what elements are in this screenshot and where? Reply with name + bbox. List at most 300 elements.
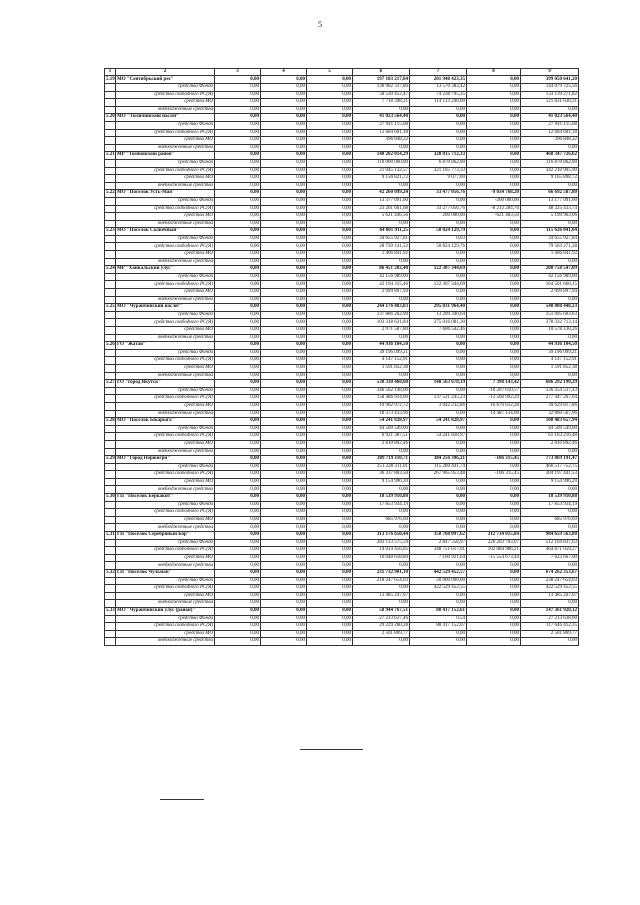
table-row	[105, 311, 579, 319]
cell-value: 0,00	[467, 623, 521, 631]
cell-value: 0,00	[215, 623, 261, 631]
cell-value: 0,00	[307, 258, 353, 266]
cell-value: 16 048 618,80	[353, 554, 410, 562]
cell-value: 130 902 337,86	[353, 84, 410, 92]
cell-value: 0,00	[521, 296, 579, 304]
cell-value: 0,00	[410, 121, 467, 129]
cell-value: 0,00	[307, 197, 353, 205]
cell-value: 0,00	[467, 296, 521, 304]
cell-value: 0,00	[307, 251, 353, 259]
cell-value: 0,00	[307, 106, 353, 114]
cell-value: 0,00	[261, 600, 307, 608]
cell-value: 0,00	[261, 509, 307, 517]
cell-value: 0,00	[410, 494, 467, 502]
cell-value: 4 147 152,91	[521, 357, 579, 365]
row-number	[105, 372, 116, 380]
cell-value: 0,00	[215, 607, 261, 615]
table-row	[105, 372, 579, 380]
row-number	[105, 615, 116, 623]
cell-value: 0,00	[410, 129, 467, 137]
table-row	[105, 243, 579, 251]
table-row	[105, 433, 579, 441]
cell-value: 7 606 542,46	[410, 327, 467, 335]
cell-value: 140 563 678,19	[410, 380, 467, 388]
funding-table	[104, 68, 579, 646]
cell-value: 0,00	[261, 106, 307, 114]
cell-value: 48 325 433,74	[521, 205, 579, 213]
cell-value: 0,00	[261, 516, 307, 524]
row-number: 5.27	[106, 380, 115, 386]
table-row	[105, 159, 579, 167]
cell-value: -200 000,00	[467, 197, 521, 205]
cell-value: 110 000 060,00	[353, 159, 410, 167]
row-name: средства свободного РС(Я)	[116, 471, 215, 479]
cell-value: 0,00	[261, 205, 307, 213]
cell-value: 0,00	[521, 509, 579, 517]
column-header: 9	[521, 69, 579, 76]
cell-value: 0,00	[307, 121, 353, 129]
row-number	[105, 638, 116, 646]
row-number	[105, 623, 116, 631]
row-name: средства Фонда	[116, 273, 215, 281]
cell-value: 0,00	[261, 258, 307, 266]
cell-value: 13 377 091,00	[353, 197, 410, 205]
table-row	[105, 501, 579, 509]
cell-value: 0,00	[307, 327, 353, 335]
cell-value: 0,00	[467, 175, 521, 183]
cell-value: 0,00	[410, 114, 467, 122]
table-row	[105, 600, 579, 608]
row-name: средства Фонда	[116, 197, 215, 205]
cell-value: 0,00	[215, 410, 261, 418]
cell-value: 58 530 452,47	[353, 91, 410, 99]
cell-value: 3 042 232,86	[410, 402, 467, 410]
table-row	[105, 471, 579, 479]
cell-value: 0,00	[410, 524, 467, 532]
cell-value: 0,00	[467, 440, 521, 448]
cell-value: 0,00	[307, 562, 353, 570]
cell-value: 0,00	[215, 600, 261, 608]
cell-value: 42 156 989,00	[353, 273, 410, 281]
cell-value: 79 563 271,28	[521, 243, 579, 251]
row-name: внебюджетные средства	[116, 638, 215, 646]
row-number	[105, 524, 116, 532]
cell-value: 0,00	[215, 296, 261, 304]
row-name: средства МО	[116, 516, 215, 524]
cell-value: 0,00	[307, 410, 353, 418]
row-number	[105, 121, 116, 129]
cell-value: 0,00	[467, 258, 521, 266]
cell-value: 0,00	[307, 539, 353, 547]
cell-value: 0,00	[215, 220, 261, 228]
cell-value: 0,00	[410, 364, 467, 372]
cell-value: 0,00	[307, 501, 353, 509]
cell-value: 0,00	[261, 418, 307, 426]
row-name: МО "Сентябрьский рес"	[116, 76, 215, 84]
row-number: 5.29	[106, 456, 115, 462]
separator-line	[300, 749, 363, 750]
row-name: средства Фонда	[116, 425, 215, 433]
cell-value: 0,00	[261, 213, 307, 221]
cell-value: 0,00	[215, 456, 261, 464]
table-row	[105, 638, 579, 646]
row-name: МР "Ханкальский улус"	[116, 266, 215, 274]
cell-value: 0,00	[261, 494, 307, 502]
cell-value: 115 626 041,04	[521, 228, 579, 236]
row-name: средства Фонда	[116, 235, 215, 243]
table-row	[105, 456, 579, 464]
table-row	[105, 425, 579, 433]
cell-value: 0,00	[410, 137, 467, 145]
row-name: внебюджетные средства	[116, 144, 215, 152]
cell-value: 58 944 767,51	[353, 607, 410, 615]
cell-value: 0,00	[410, 296, 467, 304]
cell-value: 0,00	[307, 357, 353, 365]
cell-value: 0,00	[467, 273, 521, 281]
cell-value: 0,00	[307, 387, 353, 395]
cell-value: 33 477 056,76	[410, 190, 467, 198]
row-number	[105, 402, 116, 410]
cell-value: 13 570 383,42	[410, 84, 467, 92]
cell-value: 0,00	[215, 425, 261, 433]
cell-value: 0,00	[353, 585, 410, 593]
cell-value: 0,00	[410, 106, 467, 114]
cell-value: 0,00	[467, 114, 521, 122]
cell-value: 0,00	[307, 402, 353, 410]
table-row	[105, 167, 579, 175]
row-name: МО "Город Нерюнгри"	[116, 456, 215, 464]
cell-value: 18 373 433,96	[353, 410, 410, 418]
cell-value: 0,00	[410, 516, 467, 524]
cell-value: 7 623 667,00	[521, 554, 579, 562]
row-name: средства МО	[116, 213, 215, 221]
row-name: МО "Поселок Ыкарыга"	[116, 418, 215, 426]
cell-value: 0,00	[467, 281, 521, 289]
row-name: средства Фонда	[116, 84, 215, 92]
cell-value: 0,00	[261, 327, 307, 335]
cell-value: 208 758 547,09	[521, 266, 579, 274]
cell-value: 0,00	[261, 342, 307, 350]
cell-value: 342 210 905,90	[521, 167, 579, 175]
cell-value: 27 213 637,46	[353, 615, 410, 623]
cell-value: 0,00	[261, 456, 307, 464]
cell-value: 396 848,22	[353, 137, 410, 145]
cell-value: 0,00	[215, 258, 261, 266]
row-number	[105, 463, 116, 471]
cell-value: 0,00	[261, 501, 307, 509]
cell-value: 0,00	[261, 425, 307, 433]
table-row	[105, 281, 579, 289]
cell-value: 0,00	[410, 289, 467, 297]
row-name: МО "Поселок Усть-Мая"	[116, 190, 215, 198]
cell-value: 0,00	[307, 516, 353, 524]
table-row	[105, 182, 579, 190]
table-row	[105, 448, 579, 456]
table-row	[105, 607, 579, 615]
cell-value: 0,00	[521, 562, 579, 570]
separator-line	[160, 799, 204, 800]
row-name: средства Фонда	[116, 539, 215, 547]
cell-value: 0,00	[307, 607, 353, 615]
cell-value: 0,00	[467, 182, 521, 190]
row-name: средства Фонда	[116, 577, 215, 585]
row-number	[105, 486, 116, 494]
page-number: 5	[318, 20, 322, 29]
table-row	[105, 554, 579, 562]
cell-value: 0,00	[521, 106, 579, 114]
row-name: МО "Поселок Солнечный"	[116, 228, 215, 236]
cell-value: 0,00	[307, 395, 353, 403]
cell-value: 0,00	[307, 114, 353, 122]
cell-value: 14 014 456,05	[353, 547, 410, 555]
cell-value: 0,00	[261, 304, 307, 312]
row-name: средства Фонда	[116, 121, 215, 129]
cell-value: 41 023 564,40	[353, 114, 410, 122]
table-row	[105, 137, 579, 145]
cell-value: 0,00	[467, 486, 521, 494]
cell-value: 0,00	[215, 418, 261, 426]
cell-value: 0,00	[307, 577, 353, 585]
row-number	[105, 175, 116, 183]
row-number	[105, 84, 116, 92]
cell-value: 0,00	[261, 319, 307, 327]
cell-value: 201 948 423,35	[410, 76, 467, 84]
table-row	[105, 547, 579, 555]
table-row	[105, 205, 579, 213]
table-row	[105, 509, 579, 517]
row-number	[105, 243, 116, 251]
row-name: ГП "Поселок Беркакит"	[116, 494, 215, 502]
cell-value: 0,00	[307, 175, 353, 183]
table-row	[105, 395, 579, 403]
cell-value: 16 679 612,28	[467, 402, 521, 410]
row-name: внебюджетные средства	[116, 562, 215, 570]
row-name: средства Фонда	[116, 615, 215, 623]
cell-value: 0,00	[307, 600, 353, 608]
cell-value: 0,00	[261, 364, 307, 372]
table-header-row	[105, 69, 579, 76]
cell-value: 0,00	[261, 235, 307, 243]
cell-value: 0,00	[215, 327, 261, 335]
cell-value: 0,00	[307, 349, 353, 357]
cell-value: 0,00	[307, 220, 353, 228]
cell-value: 0,00	[215, 167, 261, 175]
cell-value: 0,00	[215, 213, 261, 221]
table-row	[105, 562, 579, 570]
table-row	[105, 296, 579, 304]
cell-value: 0,00	[261, 539, 307, 547]
cell-value: 9 154 996,20	[353, 478, 410, 486]
row-number	[105, 99, 116, 107]
cell-value: 540 008 448,23	[521, 304, 579, 312]
cell-value: 0,00	[215, 76, 261, 84]
cell-value: 0,00	[467, 327, 521, 335]
cell-value: 13 209 340,64	[410, 311, 467, 319]
cell-value: 686 292 190,29	[521, 380, 579, 388]
cell-value: 86 451 202,40	[353, 266, 410, 274]
cell-value: 0,00	[215, 152, 261, 160]
cell-value: 2 099 897,94	[353, 289, 410, 297]
cell-value: 328 015 712,33	[410, 152, 467, 160]
cell-value: 115 289 441,74	[410, 463, 467, 471]
table-row	[105, 570, 579, 578]
cell-value: 0,00	[261, 190, 307, 198]
cell-value: 41 023 564,40	[521, 114, 579, 122]
cell-value: 0,00	[215, 304, 261, 312]
cell-value: 0,00	[521, 638, 579, 646]
cell-value: 10 578 130,26	[521, 327, 579, 335]
cell-value: 0,00	[467, 220, 521, 228]
table-row	[105, 357, 579, 365]
row-number: 5.19	[106, 76, 115, 82]
cell-value: 54 241 828,97	[353, 418, 410, 426]
cell-value: 0,00	[307, 554, 353, 562]
cell-value: 267 965 953,48	[410, 471, 467, 479]
cell-value: 0,00	[261, 137, 307, 145]
cell-value: 0,00	[261, 251, 307, 259]
cell-value: 13 485 247,07	[353, 592, 410, 600]
row-number	[105, 600, 116, 608]
table-row	[105, 410, 579, 418]
cell-value: 0,00	[261, 463, 307, 471]
cell-value: 0,00	[467, 509, 521, 517]
cell-value: 0,00	[410, 342, 467, 350]
cell-value: 0,00	[215, 554, 261, 562]
cell-value: 0,00	[215, 228, 261, 236]
cell-value: 0,00	[353, 106, 410, 114]
cell-value: 18 539 910,88	[353, 494, 410, 502]
row-name: средства МО	[116, 99, 215, 107]
row-number	[105, 387, 116, 395]
cell-value: 0,00	[521, 486, 579, 494]
cell-value: 0,00	[261, 623, 307, 631]
cell-value: 0,00	[215, 243, 261, 251]
cell-value: 396 848,22	[521, 137, 579, 145]
row-name: средства МО	[116, 364, 215, 372]
row-number	[105, 440, 116, 448]
cell-value: 0,00	[215, 251, 261, 259]
table-row	[105, 121, 579, 129]
cell-value: 0,00	[307, 585, 353, 593]
row-name: средства свободного РС(Я)	[116, 623, 215, 631]
cell-value: 0,00	[261, 144, 307, 152]
cell-value: 0,00	[215, 463, 261, 471]
cell-value: 312 734 015,84	[467, 532, 521, 540]
cell-value: 0,00	[467, 448, 521, 456]
cell-value: 348 751 617,01	[410, 547, 467, 555]
cell-value: 1 406 841,92	[521, 251, 579, 259]
row-number	[105, 289, 116, 297]
table-row	[105, 76, 579, 84]
cell-value: -8 213 284,70	[467, 205, 521, 213]
cell-value: 0,00	[410, 220, 467, 228]
cell-value: 2 847 558,97	[410, 539, 467, 547]
cell-value: 0,00	[261, 334, 307, 342]
cell-value: 0,00	[307, 84, 353, 92]
cell-value: 133 139 271,82	[521, 91, 579, 99]
cell-value: 0,00	[215, 516, 261, 524]
cell-value: 0,00	[215, 524, 261, 532]
row-number	[105, 539, 116, 547]
table-row	[105, 106, 579, 114]
cell-value: 0,00	[467, 235, 521, 243]
row-name: ГП "Поселок Чульман"	[116, 570, 215, 578]
cell-value: 0,00	[467, 129, 521, 137]
cell-value: 9 077,00	[410, 175, 467, 183]
cell-value: 0,00	[215, 592, 261, 600]
cell-value: 0,00	[307, 182, 353, 190]
cell-value: 0,00	[467, 76, 521, 84]
cell-value: 674 262 353,67	[521, 570, 579, 578]
cell-value: 0,00	[307, 440, 353, 448]
cell-value: 0,00	[261, 167, 307, 175]
cell-value: 0,00	[261, 349, 307, 357]
cell-value: 0,00	[467, 84, 521, 92]
cell-value: 0,00	[261, 281, 307, 289]
cell-value: 0,00	[307, 623, 353, 631]
cell-value: 140 202 014,29	[353, 152, 410, 160]
table-row	[105, 342, 579, 350]
cell-value: 0,00	[215, 387, 261, 395]
cell-value: -10 207 610,57	[467, 387, 521, 395]
row-number	[105, 516, 116, 524]
row-name: средства Фонда	[116, 501, 215, 509]
row-number: 5.20	[106, 114, 115, 120]
table-row	[105, 84, 579, 92]
cell-value: 0,00	[261, 562, 307, 570]
row-number	[105, 296, 116, 304]
cell-value: 147 361 920,12	[521, 607, 579, 615]
cell-value: 0,00	[307, 311, 353, 319]
row-name: средства свободного РС(Я)	[116, 395, 215, 403]
cell-value: 0,00	[353, 296, 410, 304]
cell-value: 17 853 934,19	[353, 501, 410, 509]
cell-value: 0,00	[215, 402, 261, 410]
cell-value: 0,00	[307, 418, 353, 426]
cell-value: 0,00	[467, 304, 521, 312]
cell-value: 0,00	[467, 425, 521, 433]
cell-value: 0,00	[307, 190, 353, 198]
row-number	[105, 144, 116, 152]
cell-value: 200 000,00	[410, 213, 467, 221]
row-number	[105, 585, 116, 593]
cell-value: 0,00	[307, 144, 353, 152]
cell-value: 0,00	[215, 577, 261, 585]
cell-value: 108 483 657,94	[521, 418, 579, 426]
cell-value: 0,00	[307, 630, 353, 638]
cell-value: 164 501 660,15	[521, 281, 579, 289]
cell-value: 0,00	[410, 197, 467, 205]
cell-value: 2 810 892,46	[353, 440, 410, 448]
row-name: средства Фонда	[116, 463, 215, 471]
row-name: средства свободного РС(Я)	[116, 167, 215, 175]
row-number	[105, 410, 116, 418]
cell-value: 0,00	[467, 501, 521, 509]
column-header: 4	[261, 69, 307, 76]
cell-value: 44 936 104,50	[521, 342, 579, 350]
column-header: 5	[307, 69, 353, 76]
cell-value: 0,00	[353, 144, 410, 152]
row-number	[105, 319, 116, 327]
cell-value: 0,00	[307, 448, 353, 456]
row-number	[105, 167, 116, 175]
cell-value: 0,00	[467, 570, 521, 578]
row-number	[105, 197, 116, 205]
cell-value: 0,00	[410, 600, 467, 608]
row-number: 5.30	[106, 494, 115, 500]
cell-value: 0,00	[307, 243, 353, 251]
cell-value: 0,00	[410, 592, 467, 600]
